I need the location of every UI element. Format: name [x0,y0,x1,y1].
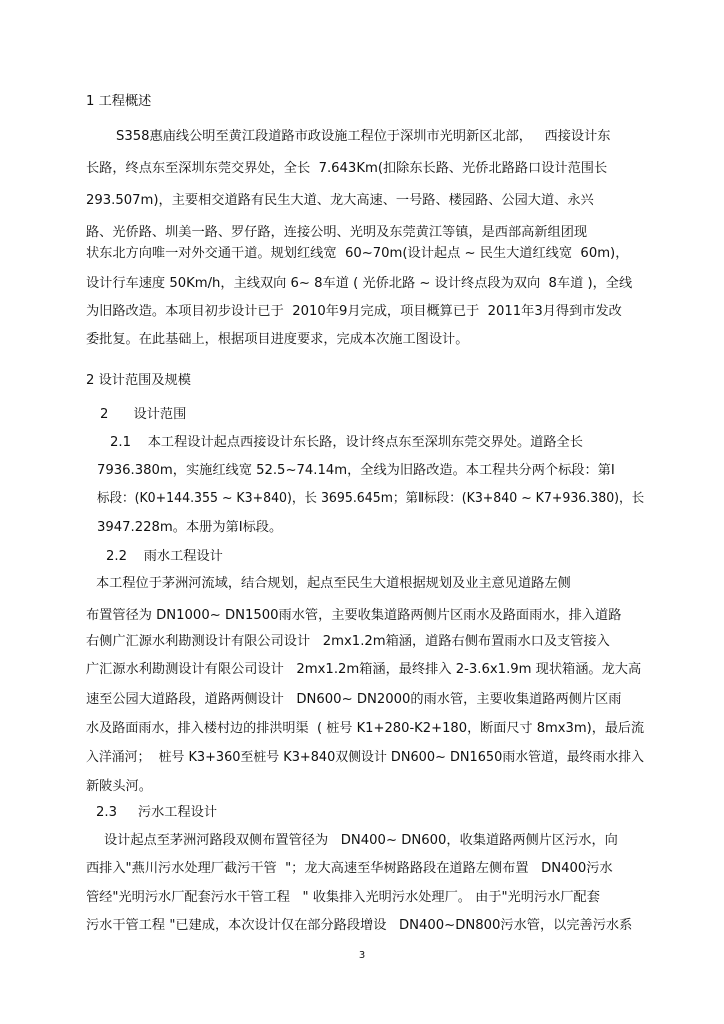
heading-subsection-2-3: 2.3 污水工程设计 [96,805,218,820]
paragraph-line: 污水干管工程 "已建成，本次设计仅在部分路段增设 DN400~DN800污水管，以完善污水系 [86,918,633,933]
paragraph-line: 本工程位于茅洲河流域，结合规划，起点至民生大道根据规划及业主意见道路左侧 [96,576,571,591]
page-number: 3 [358,950,366,961]
paragraph-line: 为旧路改造。本项目初步设计已于 2010年9月完成，项目概算已于 2011年3月得到市发改 [86,304,622,319]
paragraph-line: 设计起点至茅洲河路段双侧布置管径为 DN400~ DN600，收集道路两侧片区污水，向 [104,833,618,848]
paragraph-line: 设计行车速度 50Km/h，主线双向 6~ 8车道 ( 光侨北路 ~ 设计终点段为双向 8车道 )，全线 [86,276,633,291]
paragraph-line: 管经"光明污水厂配套污水干管工程 " 收集排入光明污水处理厂。 由于"光明污水厂配套 [86,890,600,905]
paragraph-line: 路、光侨路、圳美一路、罗仔路，连接公明、光明及东莞黄江等镇，是西部高新组团现 [86,225,588,240]
heading-subsection-2-2: 2.2 雨水工程设计 [106,549,223,564]
paragraph-line: 7936.380m，实施红线宽 52.5~74.14m，全线为旧路改造。本工程共分两个标段：第Ⅰ [97,463,615,478]
paragraph-line: S358惠庙线公明至黄江段道路市政设施工程位于深圳市光明新区北部， 西接设计东 [116,129,611,144]
paragraph-line: 水及路面雨水，排入楼村边的排洪明渠 ( 桩号 K1+280-K2+180，断面尺寸 8mx3m)，最后流 [86,721,645,736]
paragraph-line: 长路，终点东至深圳东莞交界处，全长 7.643Km(扣除东长路、光侨北路路口设计范围长 [86,161,608,176]
paragraph-line: 新陂头河。 [86,779,152,794]
paragraph-line: 入洋涌河； 桩号 K3+360至桩号 K3+840双侧设计 DN600~ DN1650雨水管道，最终雨水排入 [86,750,645,765]
paragraph-line: 西排入"燕川污水处理厂截污干管 "；龙大高速至华树路路段在道路左侧布置 DN400污水 [86,861,613,876]
paragraph-line: 右侧广汇源水利勘测设计有限公司设计 2mx1.2m箱涵，道路右侧布置雨水口及支管接入 [86,634,610,649]
paragraph-line: 293.507m)，主要相交道路有民生大道、龙大高速、一号路、楼园路、公园大道、永兴 [86,193,594,208]
heading-subsection-2: 2 设计范围 [100,407,187,422]
heading-section-2: 2 设计范围及规模 [86,373,191,388]
paragraph-line: 速至公园大道路段，道路两侧设计 DN600~ DN2000的雨水管，主要收集道路两侧片区雨 [86,692,622,707]
paragraph-line: 3947.228m。本册为第Ⅰ标段。 [97,520,283,535]
paragraph-line: 布置管径为 DN1000~ DN1500雨水管，主要收集道路两侧片区雨水及路面雨水，排入道路 [86,608,622,623]
paragraph-line: 委批复。在此基础上，根据项目进度要求，完成本次施工图设计。 [86,332,469,347]
paragraph-line: 状东北方向唯一对外交通干道。规划红线宽 60~70m(设计起点 ~ 民生大道红线宽 60m)， [86,246,629,261]
heading-section-1: 1 工程概述 [86,94,152,109]
paragraph-line: 2.1 本工程设计起点西接设计东长路，设计终点东至深圳东莞交界处。道路全长 [110,435,583,450]
paragraph-line: 广汇源水利勘测设计有限公司设计 2mx1.2m箱涵，最终排入 2-3.6x1.9m 现状箱涵。龙大高 [86,662,642,677]
paragraph-line: 标段：(K0+144.355 ~ K3+840)，长 3695.645m；第Ⅱ标段：(K3+840 ~ K7+936.380)，长 [97,491,645,506]
